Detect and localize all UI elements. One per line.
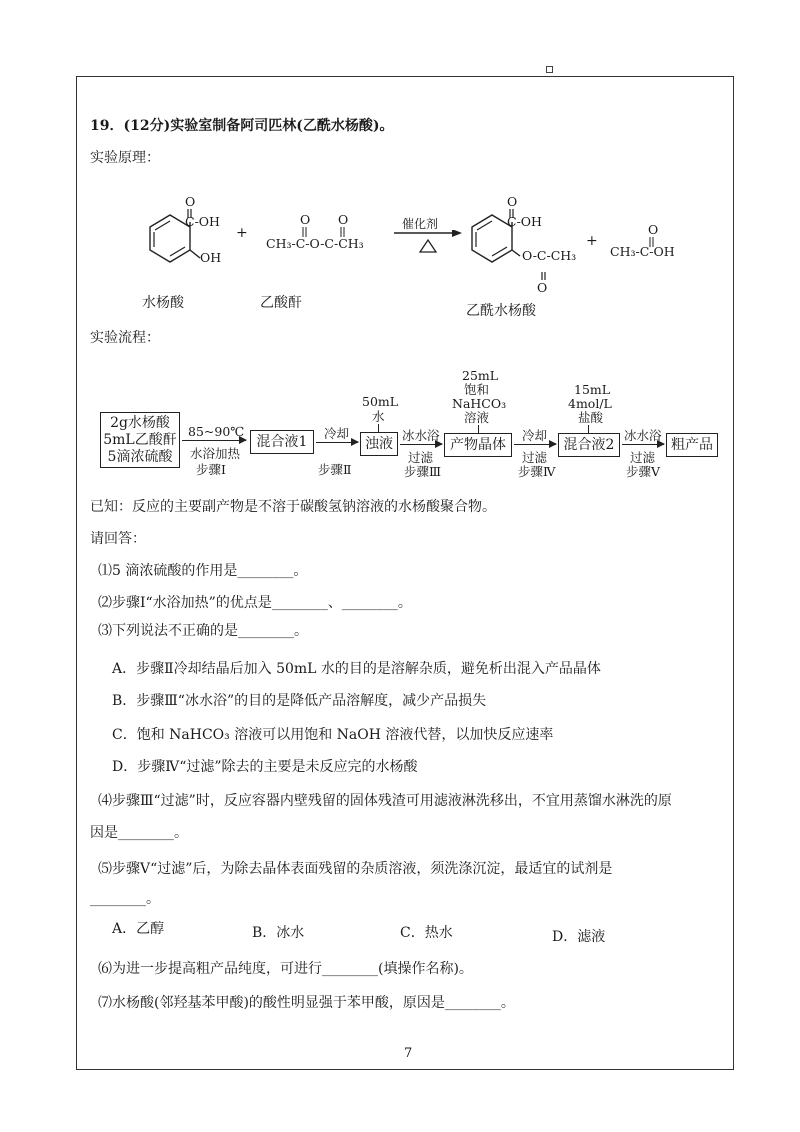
step1-label: 步骤Ⅰ [196, 462, 226, 477]
box-crude-product: 粗产品 [666, 433, 718, 457]
step5-icebath: 冰水浴 [624, 428, 662, 443]
flow-label: 实验流程： [90, 330, 160, 346]
q3-text: ⑶下列说法不正确的是________。 [98, 623, 308, 639]
reaction-scheme [90, 182, 730, 322]
arrow-step3 [400, 444, 442, 445]
acetylsalicylic-acid-structure [452, 192, 552, 292]
q4-line-2: 因是________。 [90, 825, 188, 841]
start-line-2: 5mL乙酸酐 [103, 432, 177, 448]
product1-label: 乙酰水杨酸 [466, 303, 536, 319]
arrow-step4 [514, 444, 556, 445]
q5-option-b: B．冰水 [252, 925, 305, 941]
nahco3-add-line [478, 425, 479, 433]
q7-text: ⑺水杨酸(邻羟基苯甲酸)的酸性明显强于苯甲酸，原因是________。 [98, 995, 515, 1011]
q4-line-1: ⑷步骤Ⅲ“过滤”时，反应容器内壁残留的固体残渣可用滤液淋洗移出，不宜用蒸馏水淋洗的原 [98, 793, 672, 809]
anhydride-formula: CH₃-C-O-C-CH₃ [266, 236, 364, 251]
o-atom-4: O [507, 194, 518, 209]
o-atom-2: O [300, 212, 311, 227]
acetic-acid-formula: CH₃-C-OH [610, 244, 675, 259]
principle-label: 实验原理： [90, 150, 160, 166]
arrow-step1 [182, 440, 246, 441]
q6-text: ⑹为进一步提高粗产品纯度，可进行________(填操作名称)。 [98, 961, 473, 977]
water-amount: 50mL [362, 394, 399, 409]
o-atom-1: O [185, 194, 196, 209]
plus-sign-1: + [236, 225, 248, 241]
plus-sign-2: + [586, 233, 598, 249]
o-atom-6: O [648, 222, 659, 237]
question-title: 19．(12分)实验室制备阿司匹林(乙酰水杨酸)。 [90, 118, 394, 134]
cooh-label-1: C-OH [185, 214, 220, 229]
q5-option-d: D．滤液 [552, 929, 606, 945]
hcl-amount: 15mL [574, 382, 611, 397]
o-atom-3: O [338, 212, 349, 227]
q1-text: ⑴5 滴浓硫酸的作用是________。 [98, 563, 308, 579]
nahco3-amount: 25mL [462, 368, 499, 383]
reactant1-label: 水杨酸 [142, 295, 184, 311]
salicylic-acid-structure [130, 192, 230, 292]
ester-group: O-C-CH₃ [522, 248, 577, 263]
arrow-step5 [622, 444, 664, 445]
start-line-1: 2g水杨酸 [110, 415, 170, 431]
arrow-step2 [316, 442, 358, 443]
water-add-line [378, 424, 379, 432]
hcl-label: 盐酸 [578, 410, 604, 425]
q5-line-2: ________。 [90, 891, 160, 907]
reactant2-label: 乙酸酐 [260, 295, 302, 311]
cooh-label-2: C-OH [507, 214, 542, 229]
oh-label: OH [200, 250, 222, 265]
hcl-add-line [588, 425, 589, 433]
start-line-3: 5滴浓硫酸 [107, 449, 173, 465]
q2-text: ⑵步骤Ⅰ“水浴加热”的优点是________、________。 [98, 595, 412, 611]
water-label: 水 [372, 409, 385, 424]
step4-cool: 冷却 [522, 428, 548, 443]
known-text: 已知：反应的主要副产物是不溶于碳酸氢钠溶液的水杨酸聚合物。 [90, 499, 496, 515]
q3-option-c: C．饱和 NaHCO₃ 溶液可以用饱和 NaOH 溶液代替，以加快反应速率 [112, 727, 554, 743]
step1-heat: 水浴加热 [190, 446, 241, 461]
box-product-crystal: 产物晶体 [444, 433, 512, 457]
q3-option-b: B．步骤Ⅲ“冰水浴”的目的是降低产品溶解度，减少产品损失 [112, 693, 487, 709]
q3-option-a: A．步骤Ⅱ冷却结晶后加入 50mL 水的目的是溶解杂质，避免析出混入产品晶体 [112, 661, 601, 677]
flow-start-box [100, 412, 180, 468]
catalyst-label: 催化剂 [402, 217, 439, 231]
o-atom-5: O [537, 280, 548, 295]
step2-cool: 冷却 [324, 426, 350, 441]
step3-filter: 过滤 [408, 450, 434, 465]
step5-filter: 过滤 [630, 450, 656, 465]
step4-label: 步骤Ⅳ [518, 464, 556, 479]
q3-option-d: D．步骤Ⅳ“过滤”除去的主要是未反应完的水杨酸 [112, 759, 418, 775]
step2-label: 步骤Ⅱ [318, 462, 352, 477]
top-mark [546, 66, 553, 73]
hcl-conc: 4mol/L [568, 396, 612, 411]
box-turbid: 浊液 [360, 432, 398, 456]
q5-option-a: A．乙醇 [112, 921, 165, 937]
nahco3-solution: 溶液 [464, 410, 490, 425]
step5-label: 步骤Ⅴ [626, 464, 661, 479]
step4-filter: 过滤 [522, 450, 548, 465]
ask-text: 请回答： [90, 531, 146, 547]
step1-temp: 85~90℃ [188, 424, 245, 439]
step3-label: 步骤Ⅲ [404, 464, 442, 479]
nahco3-formula: NaHCO₃ [452, 396, 507, 411]
q5-option-c: C．热水 [400, 925, 453, 941]
page-number: 7 [404, 1046, 413, 1061]
step3-icebath: 冰水浴 [402, 428, 440, 443]
nahco3-sat: 饱和 [464, 382, 490, 397]
q5-line-1: ⑸步骤Ⅴ“过滤”后，为除去晶体表面残留的杂质溶液，须洗涤沉淀，最适宜的试剂是 [98, 861, 613, 877]
box-mix1: 混合液1 [250, 430, 314, 454]
box-mix2: 混合液2 [558, 433, 620, 457]
